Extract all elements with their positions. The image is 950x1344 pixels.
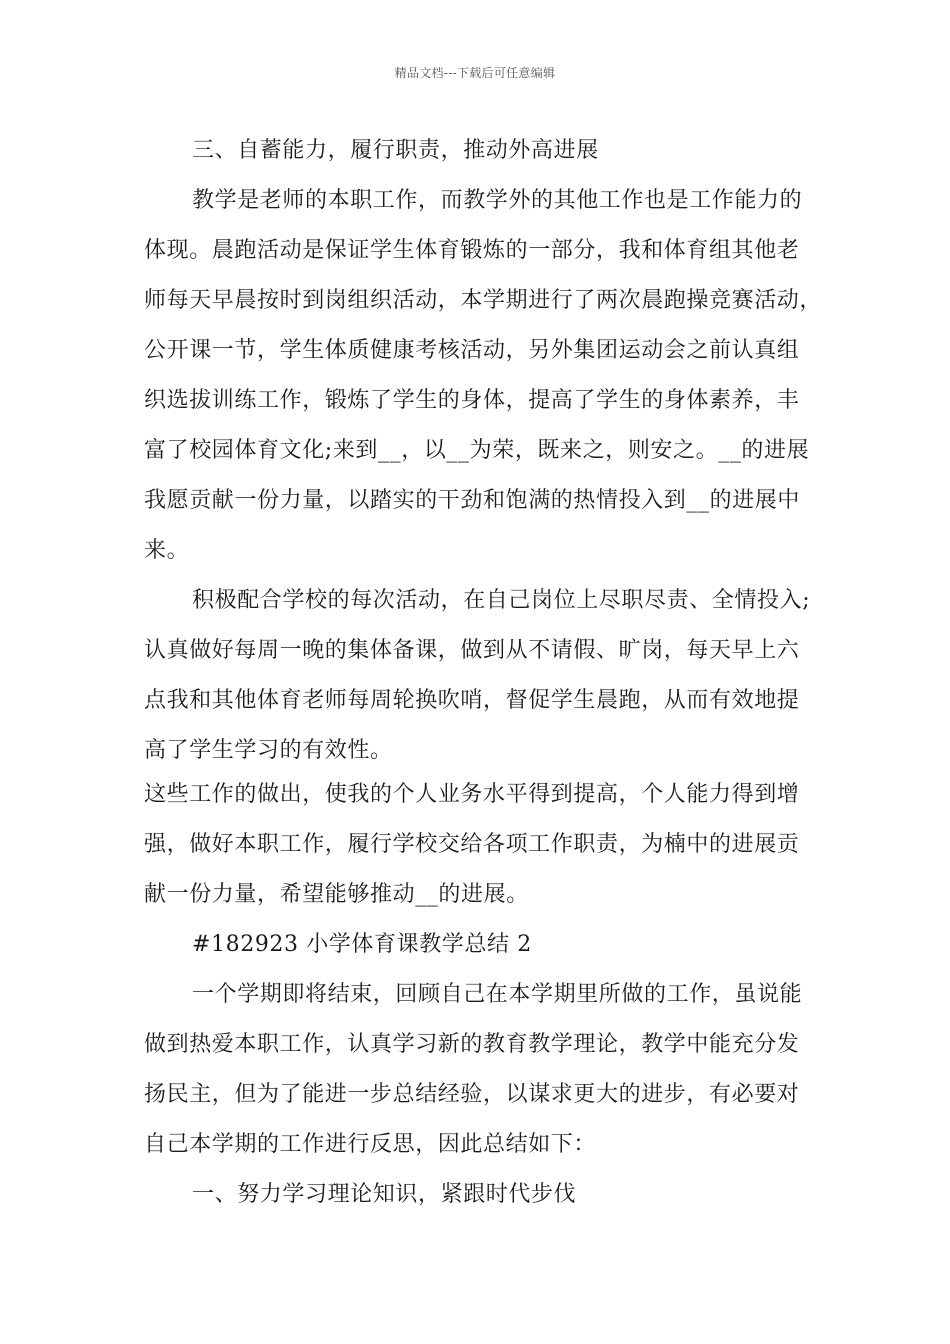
- paragraph-line: 师每天早晨按时到岗组织活动，本学期进行了两次晨跑操竞赛活动，: [144, 288, 823, 313]
- paragraph-line: 强，做好本职工作，履行学校交给各项工作职责，为楠中的进展贡: [144, 832, 800, 857]
- section-heading-3: 三、自蓄能力，履行职责，推动外高进展: [192, 138, 599, 163]
- page-header: 精品文档---下载后可任意编辑: [394, 66, 556, 80]
- paragraph-line: 积极配合学校的每次活动，在自己岗位上尽职尽责、全情投入;: [192, 588, 811, 613]
- paragraph-line: 公开课一节，学生体质健康考核活动，另外集团运动会之前认真组: [144, 338, 800, 363]
- paragraph-line: 富了校园体育文化;来到__，以__为荣，既来之，则安之。__的进展: [144, 438, 810, 463]
- paragraph-line: 高了学生学习的有效性。: [144, 738, 393, 763]
- paragraph-line: 扬民主，但为了能进一步总结经验，以谋求更大的进步，有必要对: [144, 1082, 800, 1107]
- paragraph-line: 一个学期即将结束，回顾自己在本学期里所做的工作，虽说能: [192, 982, 803, 1007]
- paragraph-line: 自己本学期的工作进行反思，因此总结如下：: [144, 1132, 597, 1157]
- paragraph-line: 做到热爱本职工作，认真学习新的教育教学理论，教学中能充分发: [144, 1032, 800, 1057]
- paragraph-line: 这些工作的做出，使我的个人业务水平得到提高，个人能力得到增: [144, 782, 800, 807]
- paragraph-line: 认真做好每周一晚的集体备课，做到从不请假、旷岗，每天早上六: [144, 638, 800, 663]
- paragraph-line: 我愿贡献一份力量，以踏实的干劲和饱满的热情投入到__的进展中: [144, 488, 801, 513]
- paragraph-line: 教学是老师的本职工作，而教学外的其他工作也是工作能力的: [192, 188, 803, 213]
- section-heading-1: 一、努力学习理论知识，紧跟时代步伐: [192, 1182, 577, 1207]
- section-title: #182923 小学体育课教学总结 2: [192, 932, 532, 957]
- paragraph-line: 来。: [144, 538, 190, 563]
- paragraph-line: 织选拔训练工作，锻炼了学生的身体，提高了学生的身体素养，丰: [144, 388, 800, 413]
- document-body: [144, 134, 824, 1228]
- paragraph-line: 点我和其他体育老师每周轮换吹哨，督促学生晨跑，从而有效地提: [144, 688, 800, 713]
- paragraph-line: 献一份力量，希望能够推动__的进展。: [144, 882, 529, 907]
- paragraph-line: 体现。晨跑活动是保证学生体育锻炼的一部分，我和体育组其他老: [144, 238, 800, 263]
